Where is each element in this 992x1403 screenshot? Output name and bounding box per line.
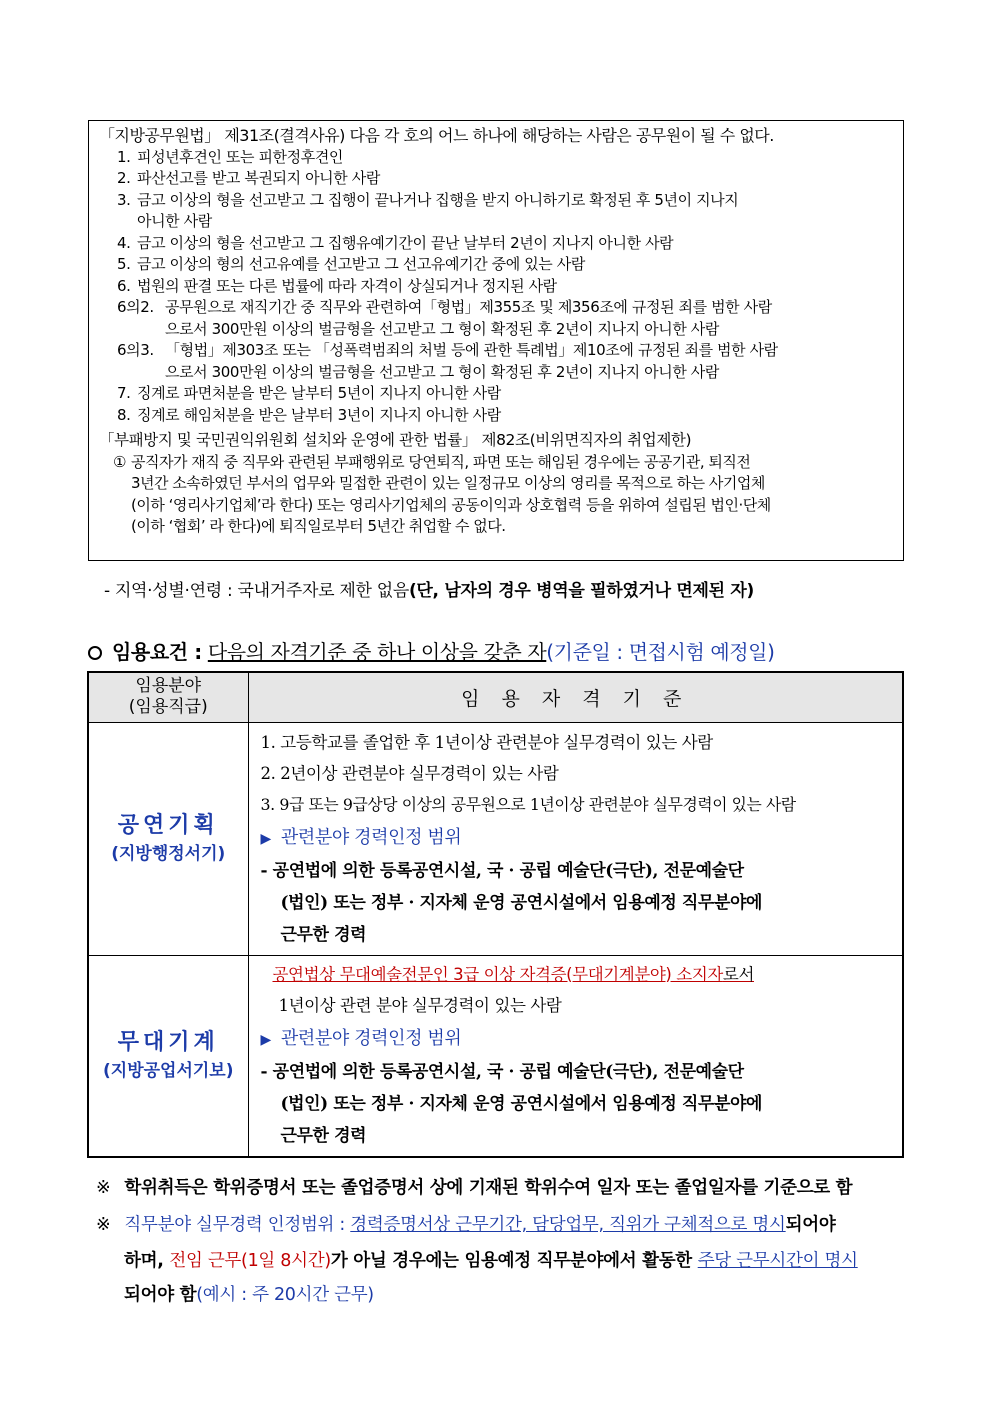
- law-item: 5. 금고 이상의 형의 선고유예를 선고받고 그 선고유예기간 중에 있는 사람: [117, 255, 585, 273]
- clause-mark: ①: [113, 452, 126, 471]
- note-experience-cont: 하며, 전임 근무(1일 8시간)가 아닐 경우에는 임용예정 직무분야에서 활동한 주당 근무시간이 명시: [124, 1251, 858, 1271]
- experience-scope: - 공연법에 의한 등록공연시설, 국 · 공립 예술단(극단), 전문예술단 (법인) 또는 정부 · 지자체 운영 공연시설에서 임용예정 직무분야에 근무한 경력: [260, 860, 763, 945]
- experience-scope: - 공연법에 의한 등록공연시설, 국 · 공립 예술단(극단), 전문예술단 (법인) 또는 정부 · 지자체 운영 공연시설에서 임용예정 직무분야에 근무한 경력: [260, 1061, 763, 1146]
- law-item: 6의2. 공무원으로 재직기간 중 직무와 관련하여「형법」제355조 및 제356조에 규정된 죄를 범한 사람 으로서 300만원 이상의 벌금형을 선고받고 그 형이 확정된 후 2년이 지나지 아니한 사람: [117, 298, 772, 338]
- disqualification-law-box: [88, 120, 904, 561]
- qualification-table: [87, 671, 904, 1158]
- header-field: 임용분야 (임용직급): [88, 672, 248, 722]
- law-item: 1. 피성년후견인 또는 피한정후견인: [117, 147, 343, 166]
- table-row: [88, 722, 903, 955]
- note-degree: ※ 학위취득은 학위증명서 또는 졸업증명서 상에 기재된 학위수여 일자 또는 졸업일자를 기준으로 함: [96, 1178, 853, 1198]
- law-item: 7. 징계로 파면처분을 받은 날부터 5년이 지나지 아니한 사람: [117, 384, 501, 402]
- circle-bullet-icon: [88, 646, 102, 660]
- note-experience: ※ 직무분야 실무경력 인정범위 : 경력증명서상 근무기간, 담당업무, 직위가 구체적으로 명시되어야: [96, 1215, 836, 1235]
- table-row: [88, 955, 903, 1157]
- anticorruption-law-title: 「부패방지 및 국민권익위원회 설치와 운영에 관한 법률」 제82조(비위면직자의 취업제한): [99, 431, 692, 449]
- header-criteria: 임 용 자 격 기 준: [248, 672, 903, 722]
- note-experience-end: 되어야 함(예시 : 주 20시간 근무): [124, 1285, 374, 1305]
- law-item: 3. 금고 이상의 형을 선고받고 그 집행이 끝나거나 집행을 받지 아니하기로 확정된 후 5년이 지나지 아니한 사람: [117, 190, 739, 230]
- law-item: 2. 파산선고를 받고 복권되지 아니한 사람: [117, 169, 380, 187]
- field-cell: 공연기획 (지방행정서기): [88, 722, 248, 955]
- law-item: 4. 금고 이상의 형을 선고받고 그 집행유예기간이 끝난 날부터 2년이 지나지 아니한 사람: [117, 233, 674, 252]
- criteria-cell: 1. 고등학교를 졸업한 후 1년이상 관련분야 실무경력이 있는 사람 2. 2년이상 관련분야 실무경력이 있는 사람 3. 9급 또는 9급상당 이상의 공무원으로 1년이상 관련분야 실무경력이 있는 사람 ▶ 관련분야 경력인정 범위 - 공연법에 의한 등록공연시설, 국 · 공립 예술단(극단), 전문예술단 (법인) 또는 정부 · 지자체 운영 공연시설에서 임용예정 직무분야에 근무한 경력: [248, 722, 903, 955]
- triangle-right-icon: ▶: [260, 1031, 271, 1048]
- law-title: 「지방공무원법」 제31조(결격사유) 다음 각 호의 어느 하나에 해당하는 사람은 공무원이 될 수 없다.: [99, 126, 774, 145]
- law-item: 6의3. 「형법」제303조 또는 「성폭력범죄의 처벌 등에 관한 특례법」제10조에 규정된 죄를 범한 사람 으로서 300만원 이상의 벌금형을 선고받고 그 형이 확정된 후 2년이 지나지 아니한 사람: [117, 341, 778, 381]
- law-item: 6. 법원의 판결 또는 다른 법률에 따라 자격이 상실되거나 정지된 사람: [117, 276, 557, 295]
- region-gender-age-requirement: - 지역·성별·연령 : 국내거주자로 제한 없음(단, 남자의 경우 병역을 필하였거나 면제된 자): [104, 581, 754, 601]
- field-cell: 무대기계 (지방공업서기보): [88, 955, 248, 1157]
- criteria-cell: 공연법상 무대예술전문인 3급 이상 자격증(무대기계분야) 소지자로서 1년이상 관련 분야 실무경력이 있는 사람 ▶ 관련분야 경력인정 범위 - 공연법에 의한 등록공연시설, 국 · 공립 예술단(극단), 전문예술단 (법인) 또는 정부 · 지자체 운영 공연시설에서 임용예정 직무분야에 근무한 경력: [248, 955, 903, 1157]
- law-item: 8. 징계로 해임처분을 받은 날부터 3년이 지나지 아니한 사람: [117, 405, 501, 424]
- anticorruption-law-clause: ① 공직자가 재직 중 직무와 관련된 부패행위로 당연퇴직, 파면 또는 해임된 경우에는 공공기관, 퇴직전 3년간 소속하였던 부서의 업무와 밀접한 관련이 있는 일정규모 이상의 영리를 목적으로 하는 사기업체 (이하 ‘영리사기업체’라 한다) 또는 영리사기업체의 공동이익과 상호협력 등을 위하여 설립된 법인·단체 (이하 ‘협회’ 라 한다)에 퇴직일로부터 5년간 취업할 수 없다.: [113, 452, 771, 535]
- table-header-row: [88, 672, 903, 722]
- requirements-heading: 임용요건 : 다음의 자격기준 중 하나 이상을 갖춘 자(기준일 : 면접시험 예정일): [88, 636, 775, 665]
- triangle-right-icon: ▶: [260, 830, 271, 847]
